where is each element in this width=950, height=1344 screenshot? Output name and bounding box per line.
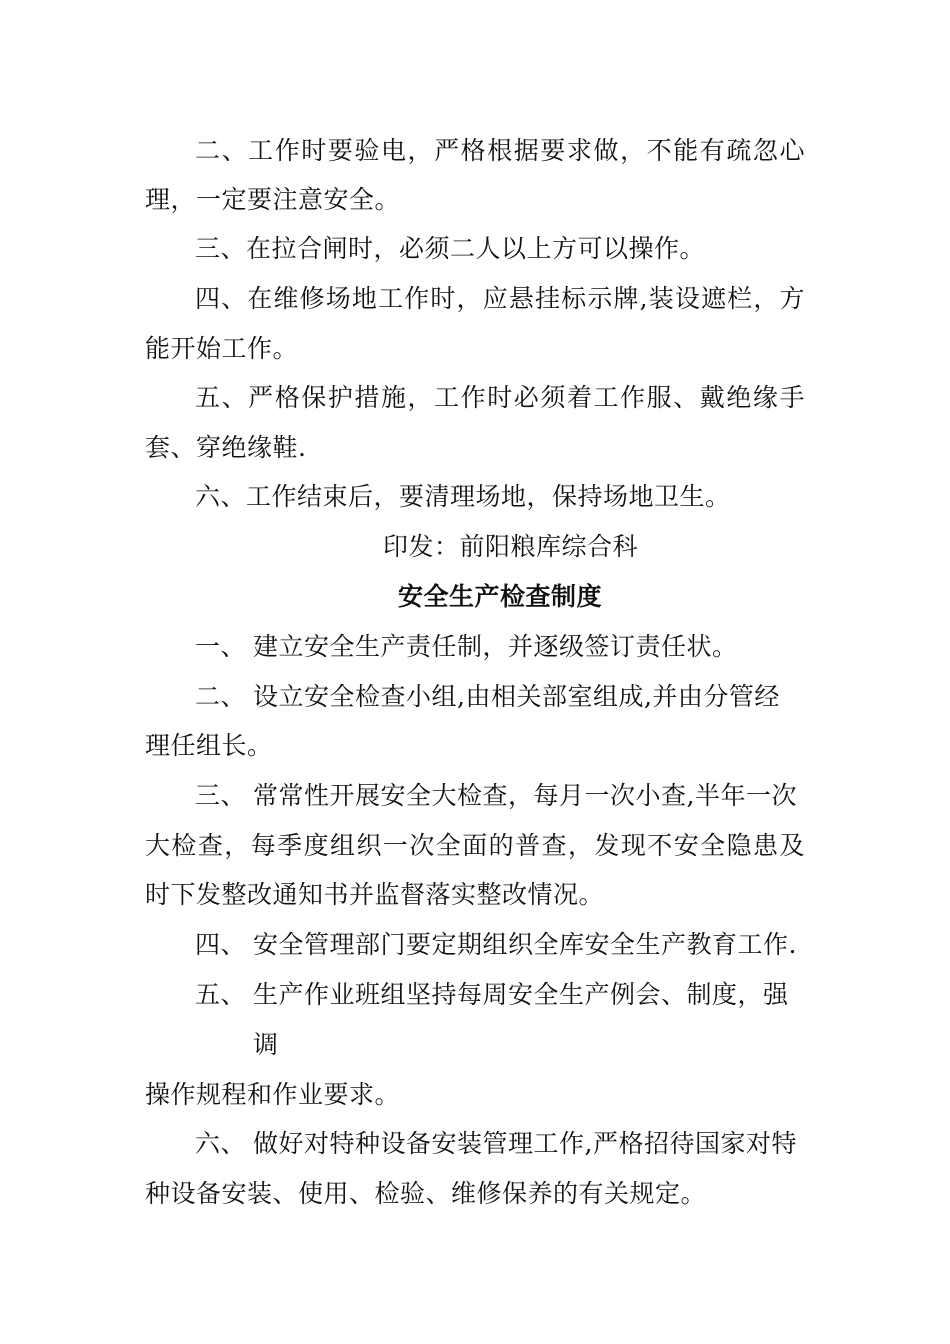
check-item5-label: 五、 <box>195 980 247 1009</box>
check-item4-text: 安全管理部门要定期组织全库安全生产教育工作. <box>253 930 797 959</box>
item6-line1: 六、工作结束后，要清理场地，保持场地卫生。 <box>195 482 731 511</box>
item2-line1: 二、工作时要验电，严格根据要求做，不能有疏忽心 <box>195 136 805 165</box>
check-item2 <box>195 680 805 714</box>
check-item2-label: 二、 <box>195 682 247 711</box>
check-item5-line1b: 调 <box>253 1030 279 1059</box>
item3-line1: 三、在拉合闸时，必须二人以上方可以操作。 <box>195 234 706 263</box>
check-item5 <box>195 978 789 1012</box>
section-title: 安全生产检查制度 <box>398 582 603 611</box>
check-item3-label: 三、 <box>195 781 247 810</box>
check-item6-text: 做好对特种设备安装管理工作,严格招待国家对特 <box>253 1129 797 1158</box>
check-item6 <box>195 1127 797 1161</box>
check-item3-text: 常常性开展安全大检查，每月一次小查,半年一次 <box>253 781 797 810</box>
check-item1 <box>195 630 738 664</box>
check-item4-label: 四、 <box>195 930 247 959</box>
item5-line2: 套、穿绝缘鞋. <box>145 433 307 462</box>
check-item2-line2: 理任组长。 <box>145 731 273 760</box>
check-item1-text: 建立安全生产责任制，并逐级签订责任状。 <box>253 632 738 661</box>
item2-line2: 理，一定要注意安全。 <box>145 185 401 214</box>
issuer-line: 印发：前阳粮库综合科 <box>383 532 639 561</box>
check-item3 <box>195 779 805 813</box>
check-item3-line3: 时下发整改通知书并监督落实整改情况。 <box>145 880 605 909</box>
check-item5-text: 生产作业班组坚持每周安全生产例会、制度，强 <box>253 980 789 1009</box>
check-item4 <box>195 928 797 962</box>
check-item6-label: 六、 <box>195 1129 247 1158</box>
check-item1-label: 一、 <box>195 632 247 661</box>
item4-line2: 能开始工作。 <box>145 334 299 363</box>
item4-line1: 四、在维修场地工作时，应悬挂标示牌,装设遮栏，方 <box>195 284 805 313</box>
check-item6-line2: 种设备安装、使用、检验、维修保养的有关规定。 <box>145 1179 707 1208</box>
item5-line1: 五、严格保护措施，工作时必须着工作服、戴绝缘手 <box>195 383 805 412</box>
check-item5-line2: 操作规程和作业要求。 <box>145 1080 401 1109</box>
check-item3-line2: 大检查，每季度组织一次全面的普查，发现不安全隐患及 <box>145 831 805 860</box>
check-item2-text: 设立安全检查小组,由相关部室组成,并由分管经 <box>253 682 780 711</box>
